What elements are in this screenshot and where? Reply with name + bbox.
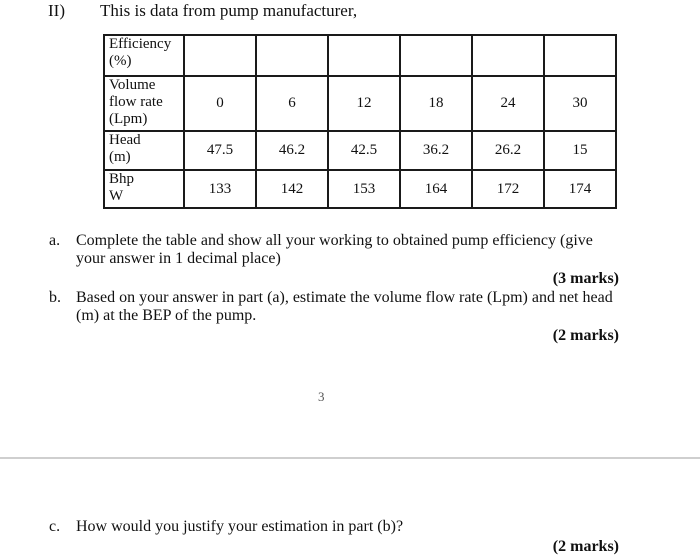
efficiency-cell-empty	[544, 35, 616, 76]
question-a-marks: (3 marks)	[552, 270, 619, 287]
label-line: Volume	[109, 77, 156, 93]
label-line: (Lpm)	[109, 111, 148, 127]
efficiency-cell-empty	[328, 35, 400, 76]
head-cell: 46.2	[256, 131, 328, 170]
bhp-cell: 172	[472, 170, 544, 208]
efficiency-cell-empty	[184, 35, 256, 76]
question-b	[49, 289, 649, 329]
bhp-cell: 164	[400, 170, 472, 208]
head-cell: 15	[544, 131, 616, 170]
flow-rate-cell: 30	[544, 76, 616, 131]
label-line: Efficiency	[109, 36, 172, 52]
label-line: W	[109, 188, 124, 204]
question-b-marks: (2 marks)	[552, 327, 619, 344]
question-b-line1: Based on your answer in part (a), estimate the volume flow rate (Lpm) and net head	[76, 289, 613, 306]
efficiency-cell-empty	[472, 35, 544, 76]
label-line: flow rate	[109, 94, 163, 110]
question-b-line2: (m) at the BEP of the pump.	[76, 307, 257, 324]
table-row-efficiency	[104, 35, 616, 76]
bhp-cell: 133	[184, 170, 256, 208]
question-a	[49, 232, 649, 272]
question-a-letter: a.	[49, 232, 61, 249]
question-c	[49, 518, 649, 538]
flow-rate-cell: 18	[400, 76, 472, 131]
head-cell: 36.2	[400, 131, 472, 170]
bhp-cell: 153	[328, 170, 400, 208]
flow-rate-cell: 24	[472, 76, 544, 131]
question-b-letter: b.	[49, 289, 61, 306]
flow-rate-cell: 12	[328, 76, 400, 131]
head-cell: 42.5	[328, 131, 400, 170]
section-intro: This is data from pump manufacturer,	[100, 1, 358, 20]
table-row-flow-rate	[104, 76, 616, 131]
label-line: Bhp	[109, 171, 135, 187]
table-row-bhp	[104, 170, 616, 208]
question-c-marks: (2 marks)	[552, 538, 619, 555]
row-label-bhp	[104, 170, 184, 208]
bhp-cell: 174	[544, 170, 616, 208]
row-label-head	[104, 131, 184, 170]
question-a-line2: your answer in 1 decimal place)	[76, 250, 281, 267]
pump-data-table	[103, 34, 617, 209]
label-line: (m)	[109, 149, 131, 165]
head-cell: 47.5	[184, 131, 256, 170]
table-row-head	[104, 131, 616, 170]
flow-rate-cell: 6	[256, 76, 328, 131]
row-label-flow-rate	[104, 76, 184, 131]
efficiency-cell-empty	[400, 35, 472, 76]
page-divider	[0, 457, 700, 459]
question-c-line1: How would you justify your estimation in part (b)?	[76, 518, 404, 535]
row-label-efficiency	[104, 35, 184, 76]
bhp-cell: 142	[256, 170, 328, 208]
flow-rate-cell: 0	[184, 76, 256, 131]
section-numeral: II)	[48, 1, 65, 20]
label-line: Head	[109, 132, 141, 148]
page-number: 3	[318, 389, 325, 404]
label-line: (%)	[109, 53, 132, 69]
question-a-line1: Complete the table and show all your working to obtained pump efficiency (give	[76, 232, 593, 249]
question-c-letter: c.	[49, 518, 61, 535]
head-cell: 26.2	[472, 131, 544, 170]
efficiency-cell-empty	[256, 35, 328, 76]
